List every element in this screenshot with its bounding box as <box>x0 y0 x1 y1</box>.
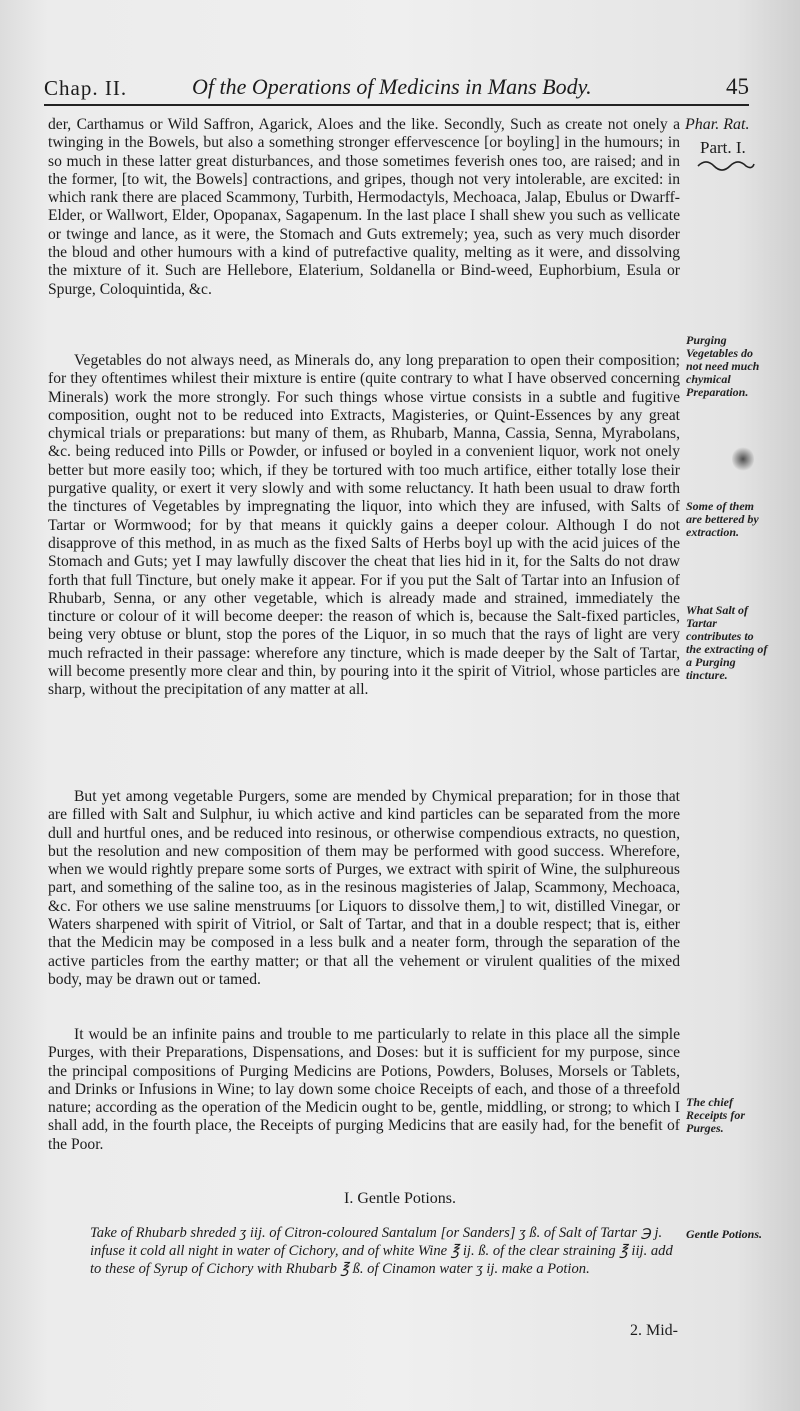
margin-note-gentle-potions: Gentle Potions. <box>686 1227 763 1241</box>
margin-note-vegetables: Purging Vegetables do not need much chymical Preparation. <box>686 333 760 399</box>
recipe-text: Take of Rhubarb shreded ʒ iij. of Citron-coloured Santalum [or Sanders] ʒ ß. of Salt of Tartar ℈ j. infuse it cold all night in water of Cichory, and of white Wine ℥ ij. ß. of the clear straining ℥ iij. add to these of Syrup of Cichory with Rhubarb ℥ ß. of Cinamon water ʒ ij. make a Potion. <box>90 1225 673 1277</box>
paragraph-4: It would be an infinite pains and trouble to me particularly to relate in this place all the simple Purges, with their Preparations, Dispensations, and Doses: but it is sufficient for my purpose, since the principal compositions of Purging Medicins are Potions, Powders, Boluses, Morsels or Tablets, and Drinks or Infusions in Wine; to lay down some choice Receipts of each, and those of a threefold nature; according as the operation of the Medicin ought to be, gentle, middling, or strong; to which I shall add, in the fourth place, the Receipts of purging Medicins that are easily had, for the benefit of the Poor. <box>48 1026 680 1153</box>
main-text <box>48 116 680 1184</box>
margin-note-receipts: The chief Receipts for Purges. <box>686 1095 745 1135</box>
ornament-flourish-icon <box>696 158 756 174</box>
section-heading: I. Gentle Potions. <box>344 1190 456 1207</box>
margin-part-label: Part. I. <box>700 138 746 157</box>
paragraph-1: der, Carthamus or Wild Saffron, Agarick, Aloes and the like. Secondly, Such as create not onely a twinging in the Bowels, but also a something stronger effervescence [or boyling] in the humours; in so much in these latter great disturbances, and those sometimes feverish ones too, are raised; and in the former, [to wit, the Bowels] contractions, and gripes, though not very intolerable, are excited: in which rank there are placed Scammony, Turbith, Hermodactyls, Mechoaca, Jalap, Ebulus or Dwarff-Elder, or Wallwort, Elder, Opopanax, Sagapenum. In the last place I shall shew you such as vellicate or twinge and lance, as it were, the Stomach and Guts extremely; yea, such as very much disorder the bloud and other humours with a kind of putrefactive quality, melting as it were, and dissolving the mixture of it. Such are Hellebore, Elaterium, Soldanella or Bind-weed, Euphorbium, Esula or Spurge, Coloquintida, &c. <box>48 116 680 298</box>
paragraph-3: But yet among vegetable Purgers, some are mended by Chymical preparation; for in those that are filled with Salt and Sulphur, iu which active and kind particles can be separated from the more dull and hurtful ones, and be reduced into resinous, or otherwise compendious extracts, no question, but the resolution and new composition of them may be performed with good success. Wherefore, when we would rightly prepare some sorts of Purges, we extract with spirit of Wine, the sulphureous part, and something of the saline too, as in the resinous magisteries of Jalap, Scammony, Mechoaca, &c. For others we use saline menstruums [or Liquors to dissolve them,] to wit, distilled Vinegar, or Waters sharpened with spirit of Vitriol, or Salt of Tartar, and that in a double respect; that is, either that the Medicin may be composed in a less bulk and a neater form, through the separation of the active particles from the earthy matter; or that all the vehement or virulent qualities of the mixed body, may be drawn out or tamed. <box>48 788 680 988</box>
margin-note-salt-tartar: What Salt of Tartar contributes to the extracting of a Purging tincture. <box>686 603 768 682</box>
running-header <box>44 68 749 106</box>
paragraph-2: Vegetables do not always need, as Minerals do, any long preparation to open their composition; for they oftentimes whilest their mixture is entire (quite contrary to what I have observed concerning Minerals) work the more strongly. For such things whose virtue consists in a subtle and fugitive composition, ought not to be reduced into Extracts, Magisteries, or Quint-Essences by any great chymical trials or preparations: but many of them, as Rhubarb, Manna, Cassia, Senna, Myrabolans, &c. being reduced into Pills or Powder, or infused or boyled in a convenient liquor, work not onely better but more easily too; which, if they be tortured with too much artifice, either totally lose their purgative quality, or exert it very slowly and with some reluctancy. It hath been usual to draw forth the tinctures of Vegetables by impregnating the liquor, into which they are infused, with Salts of Tartar or Wormwood; for by that means it quickly gains a deeper colour. Although I do not disapprove of this method, in as much as the fixed Salts of Herbs boyl up with the acid juices of the Stomach and Guts; yet I may lawfully discover the cheat that lies hid in it, for the Salts do not draw forth that full Tincture, but onely make it appear. For if you put the Salt of Tartar into an Infusion of Rhubarb, Senna, or any other vegetable, which is already made and strained, immediately the tincture or colour of it will become deeper: the reason of which is, because the Salt-fixed particles, being very obtuse or blunt, stop the pores of the Liquor, in so much that the rays of light are very much refracted in their passage: wherefore any tincture, which is made deeper by the Salt of Tartar, will become presently more clear and thin, by pouring into it the spirit of Vitriol, whose particles are sharp, without the precipitation of any matter at all. <box>48 352 680 699</box>
catchword: 2. Mid- <box>630 1322 678 1339</box>
chapter-label: Chap. II. <box>44 76 128 100</box>
page-number: 45 <box>726 74 749 99</box>
ink-blot <box>732 446 754 472</box>
margin-section-sig: Phar. Rat. <box>685 116 750 133</box>
running-title: Of the Operations of Medicins in Mans Body. <box>192 74 592 99</box>
margin-note-extraction: Some of them are bettered by extraction. <box>686 499 759 539</box>
